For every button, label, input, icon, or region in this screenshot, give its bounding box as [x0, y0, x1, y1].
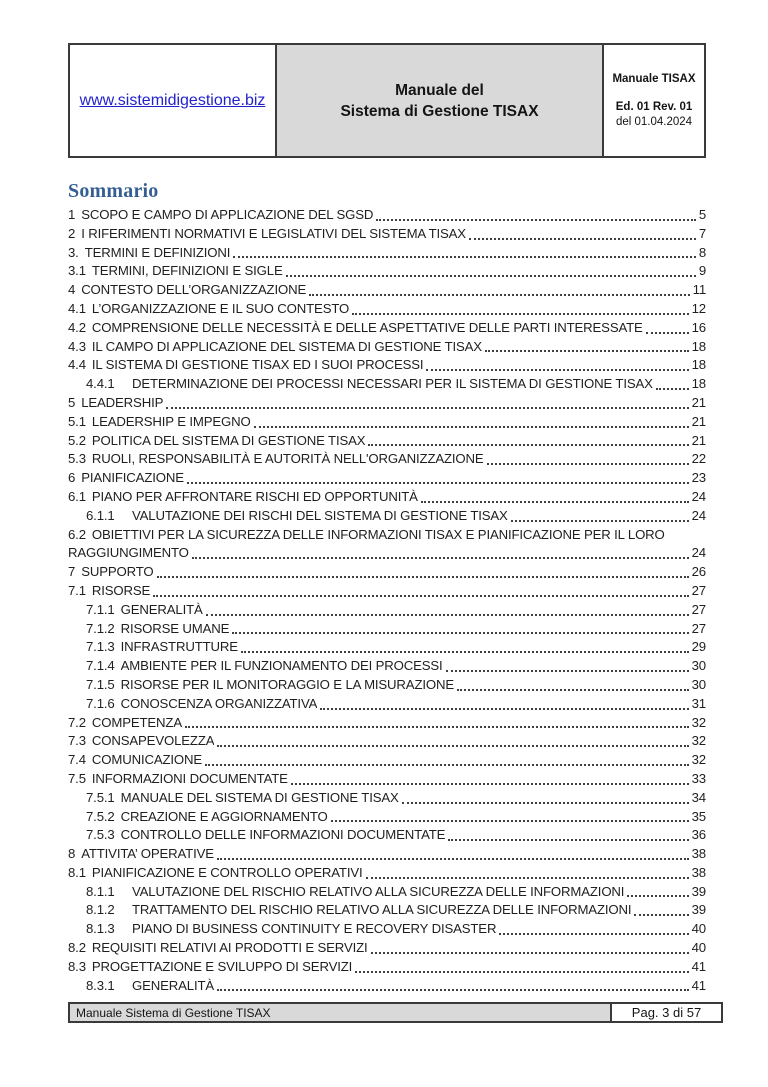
- toc-entry-number: 5: [68, 394, 76, 410]
- header-cell-meta: [604, 45, 704, 156]
- toc-entry-number: 5.2: [68, 432, 86, 448]
- toc-entry-number: 7.1.4: [86, 658, 115, 674]
- dot-leader: [286, 275, 696, 277]
- dot-leader: [627, 895, 688, 897]
- toc-entry-number: 7.5: [68, 770, 86, 786]
- dot-leader: [331, 820, 689, 822]
- toc-entry[interactable]: [68, 620, 706, 639]
- toc-entry-number: 4.1: [68, 300, 86, 316]
- toc-entry[interactable]: [68, 582, 706, 601]
- toc-entry-title: TERMINI E DEFINIZIONI: [84, 244, 231, 260]
- dot-leader: [166, 407, 688, 409]
- toc-page-number: 8: [698, 244, 706, 260]
- toc-entry[interactable]: [68, 319, 706, 338]
- toc-entry-title: RUOLI, RESPONSABILITÀ E AUTORITÀ NELL'ORGANIZZAZIONE: [91, 451, 484, 467]
- toc-entry-number: 5.3: [68, 451, 86, 467]
- toc-entry[interactable]: [68, 770, 706, 789]
- toc-page-number: 30: [691, 676, 706, 692]
- toc-page-number: 16: [691, 319, 706, 335]
- document-footer-table: [68, 1002, 723, 1023]
- dot-leader: [206, 614, 689, 616]
- dot-leader: [376, 219, 696, 221]
- toc-entry-number: 6.2: [68, 526, 86, 542]
- toc-entry[interactable]: [68, 883, 706, 902]
- dot-leader: [402, 802, 689, 804]
- toc-entry-number: 8.1: [68, 864, 86, 880]
- toc-page-number: 34: [691, 789, 706, 805]
- toc-entry-title: L’ORGANIZZAZIONE E IL SUO CONTESTO: [91, 300, 350, 316]
- toc-entry[interactable]: [68, 375, 706, 394]
- footer-page-number: Pag. 3 di 57: [612, 1002, 723, 1023]
- toc-entry-line: [68, 770, 706, 789]
- dot-leader: [366, 877, 689, 879]
- toc-page-number: 24: [691, 545, 706, 561]
- toc-entry[interactable]: [68, 413, 706, 432]
- toc-entry-title: PIANO PER AFFRONTARE RISCHI ED OPPORTUNITÀ: [91, 488, 418, 504]
- toc-entry[interactable]: [68, 714, 706, 733]
- toc-entry-line: [68, 826, 706, 845]
- toc-page-number: 35: [691, 808, 706, 824]
- toc-entry-line: [68, 450, 706, 469]
- toc-entry-title: TERMINI, DEFINIZIONI E SIGLE: [91, 263, 283, 279]
- toc-entry-title: INFRASTRUTTURE: [120, 639, 238, 655]
- toc-entry-number: 2: [68, 225, 76, 241]
- dot-leader: [185, 726, 689, 728]
- toc-entry-line: [68, 244, 706, 263]
- toc-entry-number: 6.1: [68, 488, 86, 504]
- toc-entry-number: 7: [68, 564, 76, 580]
- document-code: Manuale TISAX: [612, 72, 696, 85]
- toc-entry[interactable]: [68, 469, 706, 488]
- dot-leader: [421, 501, 689, 503]
- toc-entry-title: PIANO DI BUSINESS CONTINUITY E RECOVERY DISASTER: [132, 921, 497, 937]
- dot-leader: [426, 369, 688, 371]
- toc-entry-line: [68, 507, 706, 526]
- edition-revision: Ed. 01 Rev. 01: [615, 100, 693, 113]
- toc-entry[interactable]: [68, 507, 706, 526]
- toc-entry-number: 5.1: [68, 413, 86, 429]
- toc-entry[interactable]: [68, 845, 706, 864]
- dot-leader: [646, 332, 689, 334]
- toc-entry-number: 1: [68, 207, 76, 222]
- toc-entry-title: I RIFERIMENTI NORMATIVI E LEGISLATIVI DEL SISTEMA TISAX: [81, 225, 466, 241]
- toc-entry[interactable]: [68, 300, 706, 319]
- toc-entry-title: LEADERSHIP E IMPEGNO: [91, 413, 251, 429]
- toc-entry-number: 8.1.1: [86, 883, 115, 899]
- toc-entry-number: 7.5.3: [86, 827, 115, 843]
- toc-entry-title: LEADERSHIP: [81, 394, 164, 410]
- dot-leader: [634, 914, 688, 916]
- dot-leader: [153, 595, 688, 597]
- toc-page-number: 21: [691, 413, 706, 429]
- toc-entry[interactable]: [68, 977, 706, 996]
- toc-entry[interactable]: [68, 356, 706, 375]
- toc-page-number: 9: [698, 263, 706, 279]
- dot-leader: [254, 426, 689, 428]
- toc-entry-line: [68, 300, 706, 319]
- toc-entry[interactable]: [68, 751, 706, 770]
- toc-page-number: 21: [691, 432, 706, 448]
- toc-page-number: 24: [691, 488, 706, 504]
- toc-page-number: 11: [692, 282, 706, 298]
- toc-page-number: 26: [691, 564, 706, 580]
- dot-leader: [487, 463, 689, 465]
- dot-leader: [485, 350, 689, 352]
- toc-entry-line: [68, 845, 706, 864]
- dot-leader: [309, 294, 690, 296]
- toc-page-number: 22: [691, 451, 706, 467]
- toc-entry-number: 8.3.1: [86, 977, 115, 993]
- toc-entry-title: ATTIVITA’ OPERATIVE: [81, 846, 214, 862]
- toc-entry-title: GENERALITÀ: [120, 601, 203, 617]
- toc-entry[interactable]: [68, 789, 706, 808]
- toc-entry-number: 7.2: [68, 714, 86, 730]
- toc-entry-number: 7.1.1: [86, 601, 115, 617]
- toc-page-number: 40: [691, 940, 706, 956]
- toc-entry-title: TRATTAMENTO DEL RISCHIO RELATIVO ALLA SICUREZZA DELLE INFORMAZIONI: [132, 902, 632, 918]
- toc-entry-number: 4.4: [68, 357, 86, 373]
- toc-entry-line: [68, 714, 706, 733]
- toc-entry-number: 7.1.2: [86, 620, 115, 636]
- toc-page-number: 33: [691, 770, 706, 786]
- toc-entry-line: [68, 413, 706, 432]
- toc-entry-title: PIANIFICAZIONE E CONTROLLO OPERATIVI: [91, 864, 363, 880]
- dot-leader: [233, 256, 696, 258]
- toc-entry-line: [68, 582, 706, 601]
- toc-entry-line: [68, 657, 706, 676]
- toc-entry-line: [68, 977, 706, 996]
- toc-entry-title: IL CAMPO DI APPLICAZIONE DEL SISTEMA DI GESTIONE TISAX: [91, 338, 482, 354]
- toc-entry-line: [68, 526, 706, 545]
- toc-entry[interactable]: [68, 394, 706, 413]
- toc-entry-line: [68, 901, 706, 920]
- toc-entry-number: 7.3: [68, 733, 86, 749]
- dot-leader: [157, 576, 689, 578]
- toc-entry-title: RISORSE UMANE: [120, 620, 230, 636]
- toc-entry-line: [68, 789, 706, 808]
- toc-entry-title: VALUTAZIONE DEI RISCHI DEL SISTEMA DI GESTIONE TISAX: [132, 507, 508, 523]
- toc-entry-line: [68, 319, 706, 338]
- toc-entry[interactable]: [68, 676, 706, 695]
- toc-entry-line: [68, 356, 706, 375]
- toc-page-number: 18: [691, 357, 706, 373]
- toc-entry-line: [68, 563, 706, 582]
- toc-entry[interactable]: [68, 657, 706, 676]
- dot-leader: [217, 745, 688, 747]
- dot-leader: [217, 989, 689, 991]
- toc-entry[interactable]: [68, 526, 706, 564]
- toc-entry-number: 6.1.1: [86, 507, 115, 523]
- dot-leader: [457, 689, 689, 691]
- toc-entry-line: [68, 394, 706, 413]
- toc-entry-number: 3.1: [68, 263, 86, 279]
- dot-leader: [241, 651, 689, 653]
- toc-entry-number: 7.5.2: [86, 808, 115, 824]
- toc-entry-title: CREAZIONE E AGGIORNAMENTO: [120, 808, 328, 824]
- toc-entry-line: [68, 732, 706, 751]
- toc-entry-title: DETERMINAZIONE DEI PROCESSI NECESSARI PER IL SISTEMA DI GESTIONE TISAX: [132, 376, 653, 392]
- toc-entry[interactable]: [68, 695, 706, 714]
- toc-entry-number: 7.1.6: [86, 695, 115, 711]
- toc-entry[interactable]: [68, 206, 706, 225]
- toc-entry-title: AMBIENTE PER IL FUNZIONAMENTO DEI PROCESSI: [120, 658, 443, 674]
- toc-entry[interactable]: [68, 638, 706, 657]
- dot-leader: [511, 520, 689, 522]
- toc-entry-number: 8.1.3: [86, 921, 115, 937]
- toc-entry[interactable]: [68, 244, 706, 263]
- toc-entry-title: MANUALE DEL SISTEMA DI GESTIONE TISAX: [120, 789, 399, 805]
- toc-entry[interactable]: [68, 432, 706, 451]
- toc-entry-title: PROGETTAZIONE E SVILUPPO DI SERVIZI: [91, 958, 353, 974]
- header-cell-website: [70, 45, 277, 156]
- toc-entry-line: [68, 601, 706, 620]
- toc-page-number: 31: [691, 695, 706, 711]
- toc-entry-title: SUPPORTO: [81, 564, 154, 580]
- toc-page-number: 24: [691, 507, 706, 523]
- toc-entry-line: [68, 751, 706, 770]
- toc-entry-number: 4: [68, 282, 76, 298]
- toc-entry-title: COMPRENSIONE DELLE NECESSITÀ E DELLE ASPETTATIVE DELLE PARTI INTERESSATE: [91, 319, 643, 335]
- toc-entry[interactable]: [68, 262, 706, 281]
- toc-page-number: 27: [691, 620, 706, 636]
- toc-page-number: 39: [691, 883, 706, 899]
- dot-leader: [469, 238, 696, 240]
- toc-entry-number: 4.4.1: [86, 376, 115, 392]
- toc-entry-title-continued: RAGGIUNGIMENTO: [68, 545, 189, 561]
- toc-entry-title: COMPETENZA: [91, 714, 182, 730]
- dot-leader: [291, 783, 689, 785]
- toc-entry[interactable]: [68, 920, 706, 939]
- toc-entry-number: 8.1.2: [86, 902, 115, 918]
- toc-entry[interactable]: [68, 826, 706, 845]
- toc-entry[interactable]: [68, 939, 706, 958]
- toc-entry-title: REQUISITI RELATIVI AI PRODOTTI E SERVIZI: [91, 940, 368, 956]
- dot-leader: [217, 858, 689, 860]
- toc-entry-number: 7.1.3: [86, 639, 115, 655]
- toc-list: [68, 206, 706, 995]
- toc-entry-line: [68, 432, 706, 451]
- toc-entry-number: 3.: [68, 244, 79, 260]
- toc-entry-line-continued: [68, 544, 706, 563]
- toc-page-number: 21: [691, 394, 706, 410]
- toc-page-number: 40: [691, 921, 706, 937]
- toc-entry-title: IL SISTEMA DI GESTIONE TISAX ED I SUOI PROCESSI: [91, 357, 424, 373]
- footer-document-name: Manuale Sistema di Gestione TISAX: [68, 1002, 612, 1023]
- toc-entry[interactable]: [68, 450, 706, 469]
- toc-page-number: 39: [691, 902, 706, 918]
- toc-entry-line: [68, 808, 706, 827]
- dot-leader: [232, 632, 688, 634]
- toc-page-number: 27: [691, 601, 706, 617]
- toc-entry-title: INFORMAZIONI DOCUMENTATE: [91, 770, 288, 786]
- toc-entry-line: [68, 620, 706, 639]
- toc-entry-line: [68, 488, 706, 507]
- document-title-line1: Manuale del: [395, 81, 484, 99]
- toc-entry-line: [68, 638, 706, 657]
- toc-entry[interactable]: [68, 901, 706, 920]
- toc-entry-title: POLITICA DEL SISTEMA DI GESTIONE TISAX: [91, 432, 366, 448]
- toc-entry-title: GENERALITÀ: [132, 977, 215, 993]
- toc-entry-line: [68, 375, 706, 394]
- toc-entry-title: CONOSCENZA ORGANIZZATIVA: [120, 695, 318, 711]
- toc-entry[interactable]: [68, 281, 706, 300]
- toc-page-number: 18: [691, 376, 706, 392]
- toc-entry-number: 6: [68, 470, 76, 486]
- dot-leader: [656, 388, 689, 390]
- toc-page-number: 7: [698, 225, 706, 241]
- toc-entry-line: [68, 338, 706, 357]
- toc-page-number: 5: [698, 207, 706, 222]
- toc-entry[interactable]: [68, 958, 706, 977]
- toc-page-number: 41: [691, 977, 706, 993]
- toc-entry[interactable]: [68, 808, 706, 827]
- dot-leader: [448, 839, 688, 841]
- toc-entry-number: 4.2: [68, 319, 86, 335]
- toc-entry-number: 7.5.1: [86, 789, 115, 805]
- dot-leader: [205, 764, 689, 766]
- toc-entry-line: [68, 920, 706, 939]
- toc-entry-number: 7.4: [68, 752, 86, 768]
- toc-entry-line: [68, 262, 706, 281]
- toc-page-number: 36: [691, 827, 706, 843]
- toc-entry-line: [68, 695, 706, 714]
- website-link[interactable]: www.sistemidigestione.biz: [79, 91, 266, 109]
- toc-entry-line: [68, 958, 706, 977]
- toc-entry[interactable]: [68, 732, 706, 751]
- dot-leader: [446, 670, 689, 672]
- dot-leader: [368, 444, 688, 446]
- toc-entry-line: [68, 225, 706, 244]
- toc-entry[interactable]: [68, 601, 706, 620]
- toc-page-number: 32: [691, 714, 706, 730]
- dot-leader: [187, 482, 689, 484]
- toc-entry-number: 7.1.5: [86, 676, 115, 692]
- dot-leader: [352, 313, 689, 315]
- toc-entry[interactable]: [68, 225, 706, 244]
- document-header-table: [68, 43, 706, 158]
- toc-entry-line: [68, 469, 706, 488]
- toc-entry-title: CONTROLLO DELLE INFORMAZIONI DOCUMENTATE: [120, 827, 446, 843]
- toc-page-number: 23: [691, 470, 706, 486]
- toc-entry-line: [68, 939, 706, 958]
- toc-page-number: 27: [691, 582, 706, 598]
- toc-entry-title: CONSAPEVOLEZZA: [91, 733, 215, 749]
- toc-page-number: 32: [691, 733, 706, 749]
- toc-page-number: 12: [691, 300, 706, 316]
- revision-date: del 01.04.2024: [615, 115, 693, 128]
- toc-entry[interactable]: [68, 338, 706, 357]
- toc-entry-line: [68, 864, 706, 883]
- header-cell-title: [277, 45, 604, 156]
- toc-entry-number: 7.1: [68, 582, 86, 598]
- toc-heading: Sommario: [68, 180, 159, 202]
- toc-entry-number: 8: [68, 846, 76, 862]
- toc-entry-title: PIANIFICAZIONE: [81, 470, 184, 486]
- toc-entry-title: SCOPO E CAMPO DI APPLICAZIONE DEL SGSD: [81, 207, 374, 222]
- toc-page-number: 18: [691, 338, 706, 354]
- toc-page-number: 30: [691, 658, 706, 674]
- dot-leader: [355, 971, 688, 973]
- dot-leader: [320, 708, 688, 710]
- toc-entry-title: COMUNICAZIONE: [91, 752, 203, 768]
- dot-leader: [371, 952, 689, 954]
- toc-entry-title: RISORSE PER IL MONITORAGGIO E LA MISURAZIONE: [120, 676, 455, 692]
- toc-entry-line: [68, 206, 706, 225]
- dot-leader: [192, 557, 689, 559]
- document-title-line2: Sistema di Gestione TISAX: [340, 102, 539, 120]
- toc-entry-title: VALUTAZIONE DEL RISCHIO RELATIVO ALLA SICUREZZA DELLE INFORMAZIONI: [132, 883, 625, 899]
- toc-entry[interactable]: [68, 864, 706, 883]
- toc-page-number: 38: [691, 846, 706, 862]
- dot-leader: [499, 933, 688, 935]
- toc-entry-title: RISORSE: [91, 582, 151, 598]
- toc-entry-number: 8.3: [68, 958, 86, 974]
- toc-page-number: 41: [691, 958, 706, 974]
- toc-entry-line: [68, 281, 706, 300]
- toc-entry-number: 4.3: [68, 338, 86, 354]
- toc-entry-title: CONTESTO DELL’ORGANIZZAZIONE: [81, 282, 307, 298]
- toc-entry-title: OBIETTIVI PER LA SICUREZZA DELLE INFORMAZIONI TISAX E PIANIFICAZIONE PER IL LORO: [91, 526, 665, 542]
- toc-page-number: 32: [691, 752, 706, 768]
- toc-page-number: 29: [691, 639, 706, 655]
- toc-entry[interactable]: [68, 488, 706, 507]
- toc-entry-line: [68, 883, 706, 902]
- toc-entry-number: 8.2: [68, 940, 86, 956]
- toc-entry-line: [68, 676, 706, 695]
- toc-entry[interactable]: [68, 563, 706, 582]
- toc-page-number: 38: [691, 864, 706, 880]
